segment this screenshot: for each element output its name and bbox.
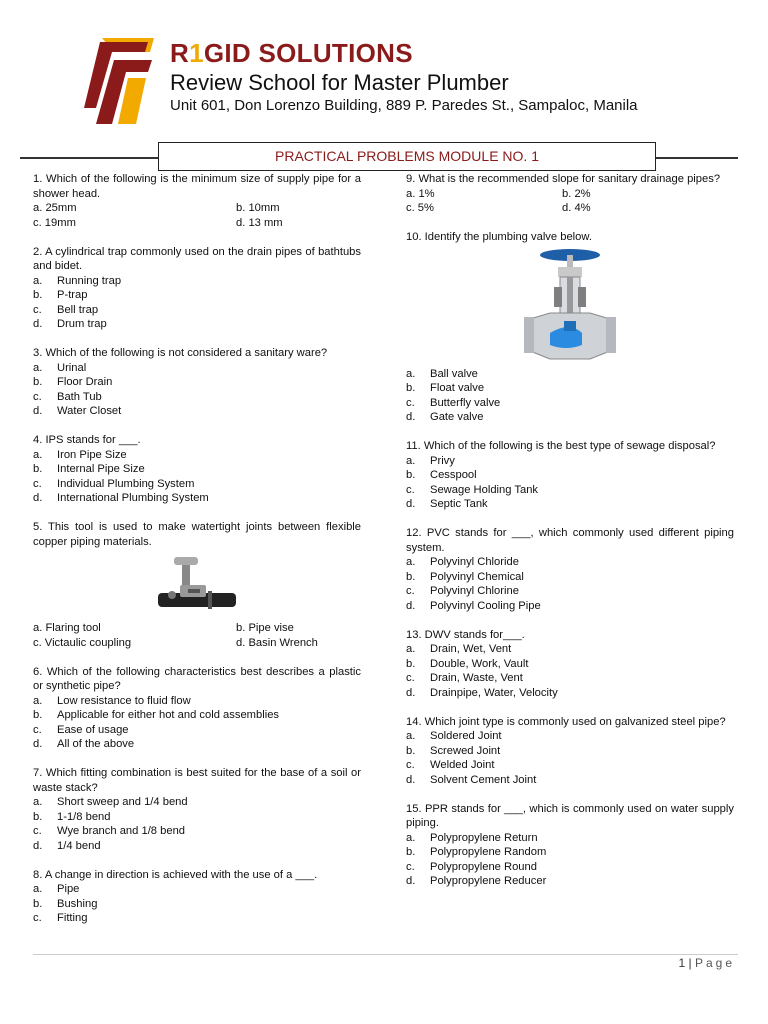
option: b. Polypropylene Random — [406, 846, 547, 858]
option: c. Butterfly valve — [406, 396, 501, 409]
question-text: 6. Which of the following characteristics best describes a plastic or synthetic pipe? — [33, 665, 361, 692]
question-14 — [406, 715, 734, 788]
question-13 — [406, 628, 734, 701]
question-5 — [33, 520, 361, 650]
question-text: 14. Which joint type is commonly used on galvanized steel pipe? — [406, 715, 726, 728]
question-text: 2. A cylindrical trap commonly used on the drain pipes of bathtubs and bidet. — [33, 245, 361, 272]
option: a. Privy — [406, 454, 455, 467]
option: a. Running trap — [33, 274, 122, 287]
brand-title: R1GID SOLUTIONS — [170, 38, 413, 68]
option: b. Float valve — [406, 382, 485, 394]
option: b. P-trap — [33, 289, 88, 301]
question-6 — [33, 665, 361, 752]
option: c. Polypropylene Round — [406, 860, 537, 873]
option: a. 1% — [406, 187, 435, 200]
option: c. Welded Joint — [406, 759, 495, 771]
option: b. 2% — [562, 187, 591, 200]
option: d. International Plumbing System — [33, 492, 209, 504]
option: a. Polyvinyl Chloride — [406, 556, 519, 568]
option: d. Solvent Cement Joint — [406, 773, 537, 786]
option: c. Drain, Waste, Vent — [406, 672, 523, 684]
option: a. Iron Pipe Size — [33, 448, 127, 461]
option: d. 1/4 bend — [33, 839, 101, 852]
option: c. 19mm — [33, 216, 76, 229]
option: c. Sewage Holding Tank — [406, 483, 539, 496]
option: b. Applicable for either hot and cold assemblies — [33, 709, 280, 721]
option: d. 4% — [562, 202, 591, 214]
question-10 — [406, 230, 734, 425]
option: b. Bushing — [33, 897, 98, 910]
question-1 — [33, 172, 361, 230]
option: b. Floor Drain — [33, 376, 113, 388]
question-4 — [33, 433, 361, 506]
page-footer — [678, 956, 735, 970]
option: d. Septic Tank — [406, 498, 488, 510]
question-3 — [33, 346, 361, 419]
page-label: Page — [694, 956, 735, 970]
school-subtitle: Review School for Master Plumber — [170, 70, 509, 95]
question-7 — [33, 766, 361, 853]
left-column — [33, 172, 361, 940]
footer-divider — [33, 954, 738, 955]
option: b. 10mm — [236, 202, 280, 214]
option: b. Screwed Joint — [406, 744, 501, 757]
option: a. 25mm — [33, 202, 77, 214]
rs-logo-icon — [84, 38, 154, 124]
module-title: PRACTICAL PROBLEMS MODULE NO. 1 — [158, 142, 656, 171]
question-9 — [406, 172, 734, 216]
option: b. Pipe vise — [236, 622, 294, 634]
option: a. Low resistance to fluid flow — [33, 694, 191, 707]
question-text: 15. PPR stands for ___, which is commonly used on water supply piping. — [406, 802, 734, 829]
option: a. Flaring tool — [33, 622, 101, 634]
option: c. Victaulic coupling — [33, 636, 132, 649]
question-text: 13. DWV stands for___. — [406, 628, 525, 641]
option: a. Urinal — [33, 361, 87, 374]
question-15 — [406, 802, 734, 889]
option: a. Pipe — [33, 883, 80, 895]
question-text: 9. What is the recommended slope for sanitary drainage pipes? — [406, 173, 721, 185]
question-text: 11. Which of the following is the best type of sewage disposal? — [406, 440, 716, 452]
option: a. Drain, Wet, Vent — [406, 643, 512, 655]
option: a. Ball valve — [406, 367, 478, 380]
question-2 — [33, 245, 361, 332]
option: b. Double, Work, Vault — [406, 657, 529, 670]
option: d. Basin Wrench — [236, 636, 318, 649]
option: c. Ease of usage — [33, 723, 129, 736]
option: c. Individual Plumbing System — [33, 477, 195, 490]
option: c. Polyvinyl Chlorine — [406, 585, 519, 597]
option: c. 5% — [406, 202, 434, 214]
globe-valve-icon — [520, 247, 620, 365]
question-text: 7. Which fitting combination is best suited for the base of a soil or waste stack? — [33, 767, 361, 794]
question-8 — [33, 868, 361, 926]
option: c. Wye branch and 1/8 bend — [33, 825, 186, 837]
question-text: 4. IPS stands for ___. — [33, 434, 141, 446]
option: b. Polyvinyl Chemical — [406, 570, 524, 583]
question-12 — [406, 526, 734, 613]
flaring-tool-icon — [152, 549, 242, 621]
option: c. Fitting — [33, 912, 88, 924]
question-text: 3. Which of the following is not considered a sanitary ware? — [33, 347, 328, 359]
right-column — [406, 172, 734, 903]
option: d. Gate valve — [406, 411, 484, 423]
option: d. Drainpipe, Water, Velocity — [406, 686, 558, 699]
option: d. All of the above — [33, 738, 135, 750]
option: c. Bell trap — [33, 303, 99, 316]
school-address: Unit 601, Don Lorenzo Building, 889 P. Paredes St., Sampaloc, Manila — [170, 97, 638, 114]
option: d. Drum trap — [33, 318, 107, 330]
option: b. Cesspool — [406, 469, 477, 481]
question-text: 10. Identify the plumbing valve below. — [406, 231, 592, 243]
question-text: 1. Which of the following is the minimum size of supply pipe for a shower head. — [33, 173, 361, 200]
option: a. Short sweep and 1/4 bend — [33, 796, 188, 808]
question-text: 5. This tool is used to make watertight joints between flexible copper piping materials. — [33, 521, 361, 548]
option: c. Bath Tub — [33, 390, 102, 403]
page-number: 1 — [678, 956, 686, 970]
option: b. Internal Pipe Size — [33, 463, 145, 475]
option: d. Polyvinyl Cooling Pipe — [406, 599, 541, 612]
question-11 — [406, 439, 734, 512]
option: a. Polypropylene Return — [406, 831, 538, 844]
option: d. Polypropylene Reducer — [406, 875, 547, 887]
footer-separator: | — [688, 956, 692, 970]
question-text: 12. PVC stands for ___, which commonly used different piping system. — [406, 527, 734, 554]
option: b. 1-1/8 bend — [33, 810, 111, 823]
option: d. 13 mm — [236, 216, 283, 229]
question-text: 8. A change in direction is achieved with the use of a ___. — [33, 868, 318, 881]
option: a. Soldered Joint — [406, 730, 502, 742]
option: d. Water Closet — [33, 405, 122, 417]
